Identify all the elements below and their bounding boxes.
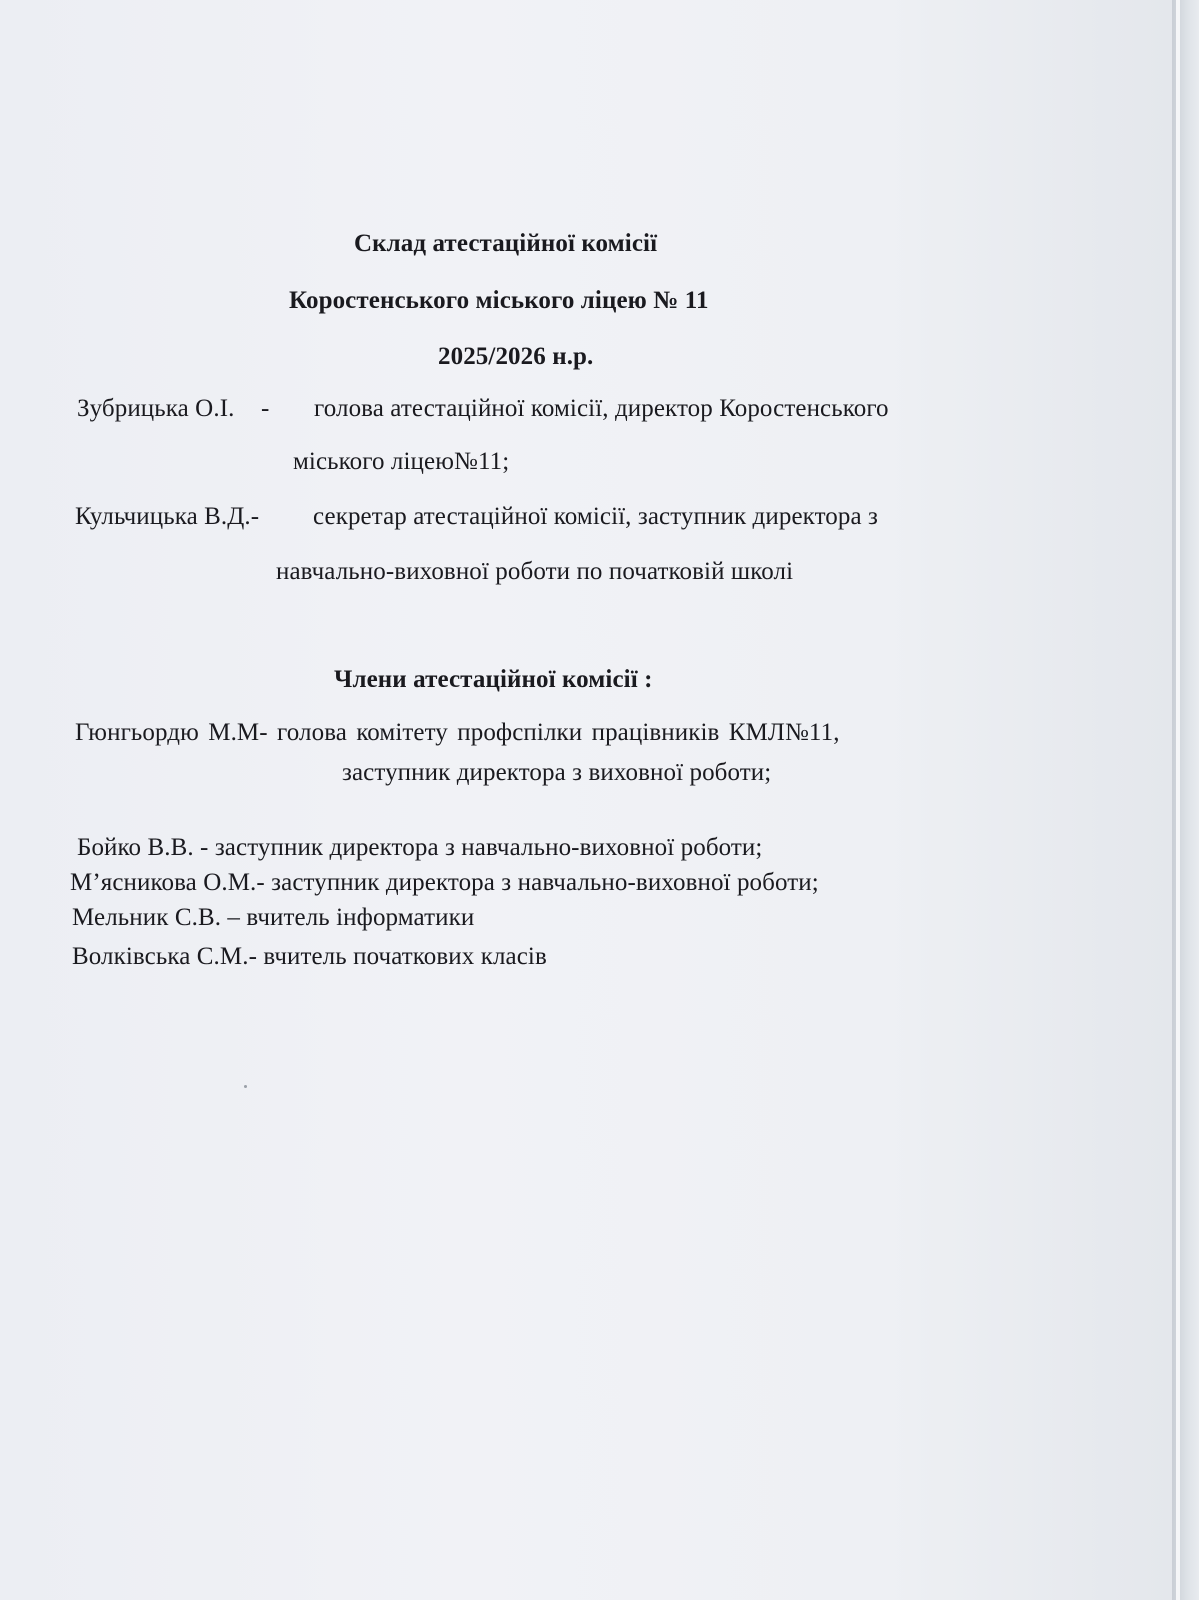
paper-speck bbox=[244, 1085, 247, 1088]
member-line: Гюнгьордю М.М- голова комітету профспілки працівників КМЛ№11, bbox=[75, 719, 840, 746]
members-heading: Члени атестаційної комісії : bbox=[334, 666, 653, 693]
chair-name: Зубрицька О.І. bbox=[77, 395, 235, 422]
secretary-name: Кульчицька В.Д.- bbox=[75, 503, 260, 530]
chair-role-line2: міського ліцею№11; bbox=[293, 448, 510, 475]
member-line: Волківська С.М.- вчитель початкових класів bbox=[72, 943, 547, 970]
member-line-continued: заступник директора з виховної роботи; bbox=[342, 759, 772, 786]
secretary-role-line2: навчально-виховної роботи по початковій школі bbox=[276, 558, 794, 585]
paper-edge bbox=[1176, 0, 1180, 1600]
chair-dash: - bbox=[261, 395, 270, 422]
secretary-role-line1: секретар атестаційної комісії, заступник директора з bbox=[313, 503, 878, 530]
academic-year: 2025/2026 н.р. bbox=[438, 343, 594, 370]
chair-role-line1: голова атестаційної комісії, директор Коростенського bbox=[314, 395, 889, 422]
member-line: М’ясникова О.М.- заступник директора з навчально-виховної роботи; bbox=[70, 869, 819, 896]
document-title: Склад атестаційної комісії bbox=[354, 230, 658, 257]
member-line: Бойко В.В. - заступник директора з навчально-виховної роботи; bbox=[77, 834, 763, 861]
document-subtitle: Коростенського міського ліцею № 11 bbox=[289, 287, 709, 314]
member-line: Мельник С.В. – вчитель інформатики bbox=[72, 904, 475, 931]
